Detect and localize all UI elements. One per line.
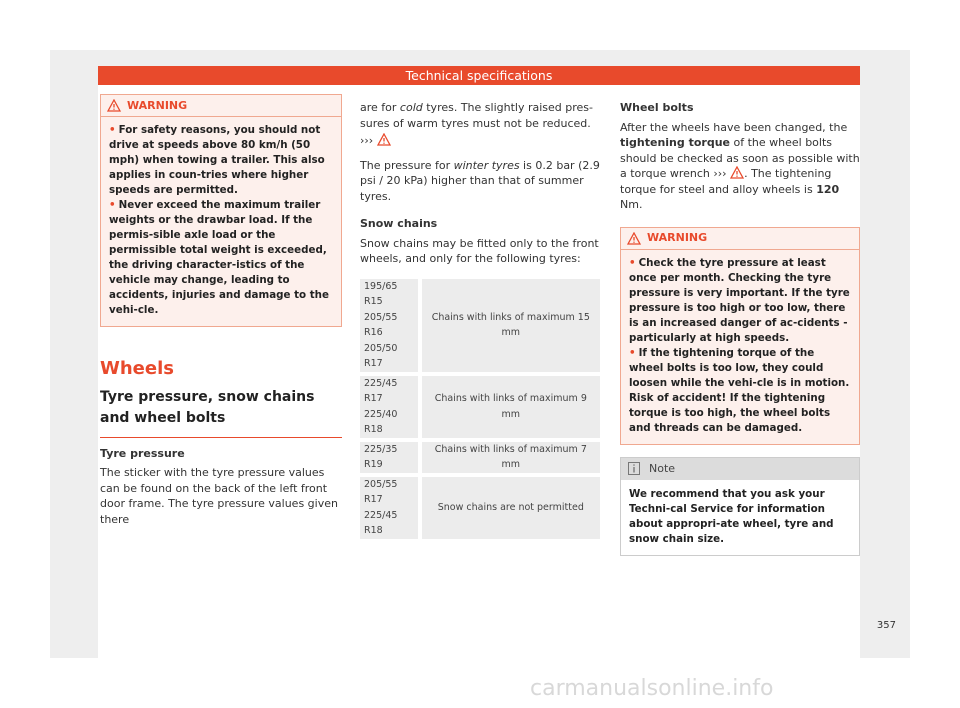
warning-triangle-icon <box>627 232 641 245</box>
tyre-size-cell: 225/35 R19 <box>360 442 420 473</box>
bullet-icon: • <box>629 346 636 359</box>
column-1 <box>100 94 342 527</box>
note-box <box>620 457 860 556</box>
warning-title: WARNING <box>647 231 708 245</box>
warning-triangle-icon <box>107 99 121 112</box>
table-row <box>360 279 600 310</box>
page-number: 357 <box>876 620 896 631</box>
note-title: Note <box>649 461 676 475</box>
snow-chains-heading: Snow chains <box>360 217 438 230</box>
warning-item: • If the tightening torque of the wheel bolts is too low, they could loosen while the vehi-cle is in motion. Risk of accident! If the tightening torque is too high, the wheel bolts and threads can be damaged. <box>629 346 850 434</box>
tyre-pressure-heading: Tyre pressure <box>100 446 185 460</box>
tyre-size-cell: 195/65 R15 <box>360 279 420 310</box>
chain-spec-cell: Chains with links of maximum 7 mm <box>420 442 600 473</box>
tyre-pressure-continued: are for cold tyres. The slightly raised pres-sures of warm tyres must not be reduced. <box>360 101 593 130</box>
note-header <box>621 458 859 480</box>
snow-chains-text: Snow chains may be fitted only to the front wheels, and only for the following tyres: <box>360 236 599 265</box>
warning-item: • Check the tyre pressure at least once per month. Checking the tyre pressure is very important. If the tyre pressure is too high or too low, there is an increased danger of ac-cidents - particularly at high speeds. <box>629 256 850 344</box>
bullet-icon: • <box>629 256 636 269</box>
warning-header <box>101 95 341 117</box>
warning-item: • Never exceed the maximum trailer weights or the drawbar load. If the permis-sible axle load or the permissible total weight is exceeded, the driving character-istics of the vehicle may change, leading to accidents, injuries and damage to the vehi-cle. <box>109 199 329 316</box>
chain-spec-cell: Snow chains are not permitted <box>420 477 600 539</box>
note-body: We recommend that you ask your Techni-cal Service for information about appropri-ate wheel, tyre and snow chain size. <box>629 487 834 545</box>
watermark: carmanualsonline.info <box>530 676 774 701</box>
warning-header <box>621 228 859 250</box>
tyre-size-cell: 225/45 R17 <box>360 376 420 407</box>
table-row <box>360 477 600 508</box>
wheel-bolts-heading: Wheel bolts <box>620 101 694 114</box>
tyre-size-cell: 225/45 R18 <box>360 508 420 539</box>
info-icon <box>627 462 641 475</box>
warning-triangle-icon <box>730 166 744 179</box>
table-row <box>360 442 600 473</box>
tyre-size-cell: 205/55 R16 <box>360 310 420 341</box>
winter-tyre-text: The pressure for winter tyres is 0.2 bar (2.9 psi / 20 kPa) higher than that of summer tyres. <box>360 158 600 203</box>
warning-title: WARNING <box>127 98 188 112</box>
warning-box-2 <box>620 227 860 445</box>
tyre-size-cell: 205/50 R17 <box>360 341 420 372</box>
table-row <box>360 376 600 407</box>
column-2 <box>360 100 600 539</box>
warning-body <box>101 117 341 326</box>
chain-spec-cell: Chains with links of maximum 9 mm <box>420 376 600 438</box>
warning-box-1 <box>100 94 342 327</box>
tyre-size-cell: 225/40 R18 <box>360 407 420 438</box>
warning-triangle-icon <box>377 133 391 146</box>
cross-reference: ››› <box>360 133 600 149</box>
page-header: Technical specifications <box>98 66 860 85</box>
warning-body <box>621 250 859 444</box>
tyre-pressure-text: The sticker with the tyre pressure values can be found on the back of the left front door frame. The tyre pressure values given there <box>100 466 338 526</box>
section-subtitle: Tyre pressure, snow chains and wheel bolts <box>100 387 342 438</box>
bullet-icon: • <box>109 199 116 211</box>
bullet-icon: • <box>109 124 116 136</box>
chain-spec-cell: Chains with links of maximum 15 mm <box>420 279 600 372</box>
warning-item: • For safety reasons, you should not drive at speeds above 80 km/h (50 mph) when towing a trailer. This also applies in coun-tries where higher speeds are permitted. <box>109 124 325 196</box>
column-3 <box>620 100 860 556</box>
snow-chain-table <box>360 279 600 539</box>
section-title: Wheels <box>100 358 174 379</box>
tyre-size-cell: 205/55 R17 <box>360 477 420 508</box>
wheel-bolts-text: After the wheels have been changed, the tightening torque of the wheel bolts should be checked as soon as possible with a torque wrench ››› . The tightening torque for steel and alloy wheels is 120 Nm. <box>620 120 860 211</box>
